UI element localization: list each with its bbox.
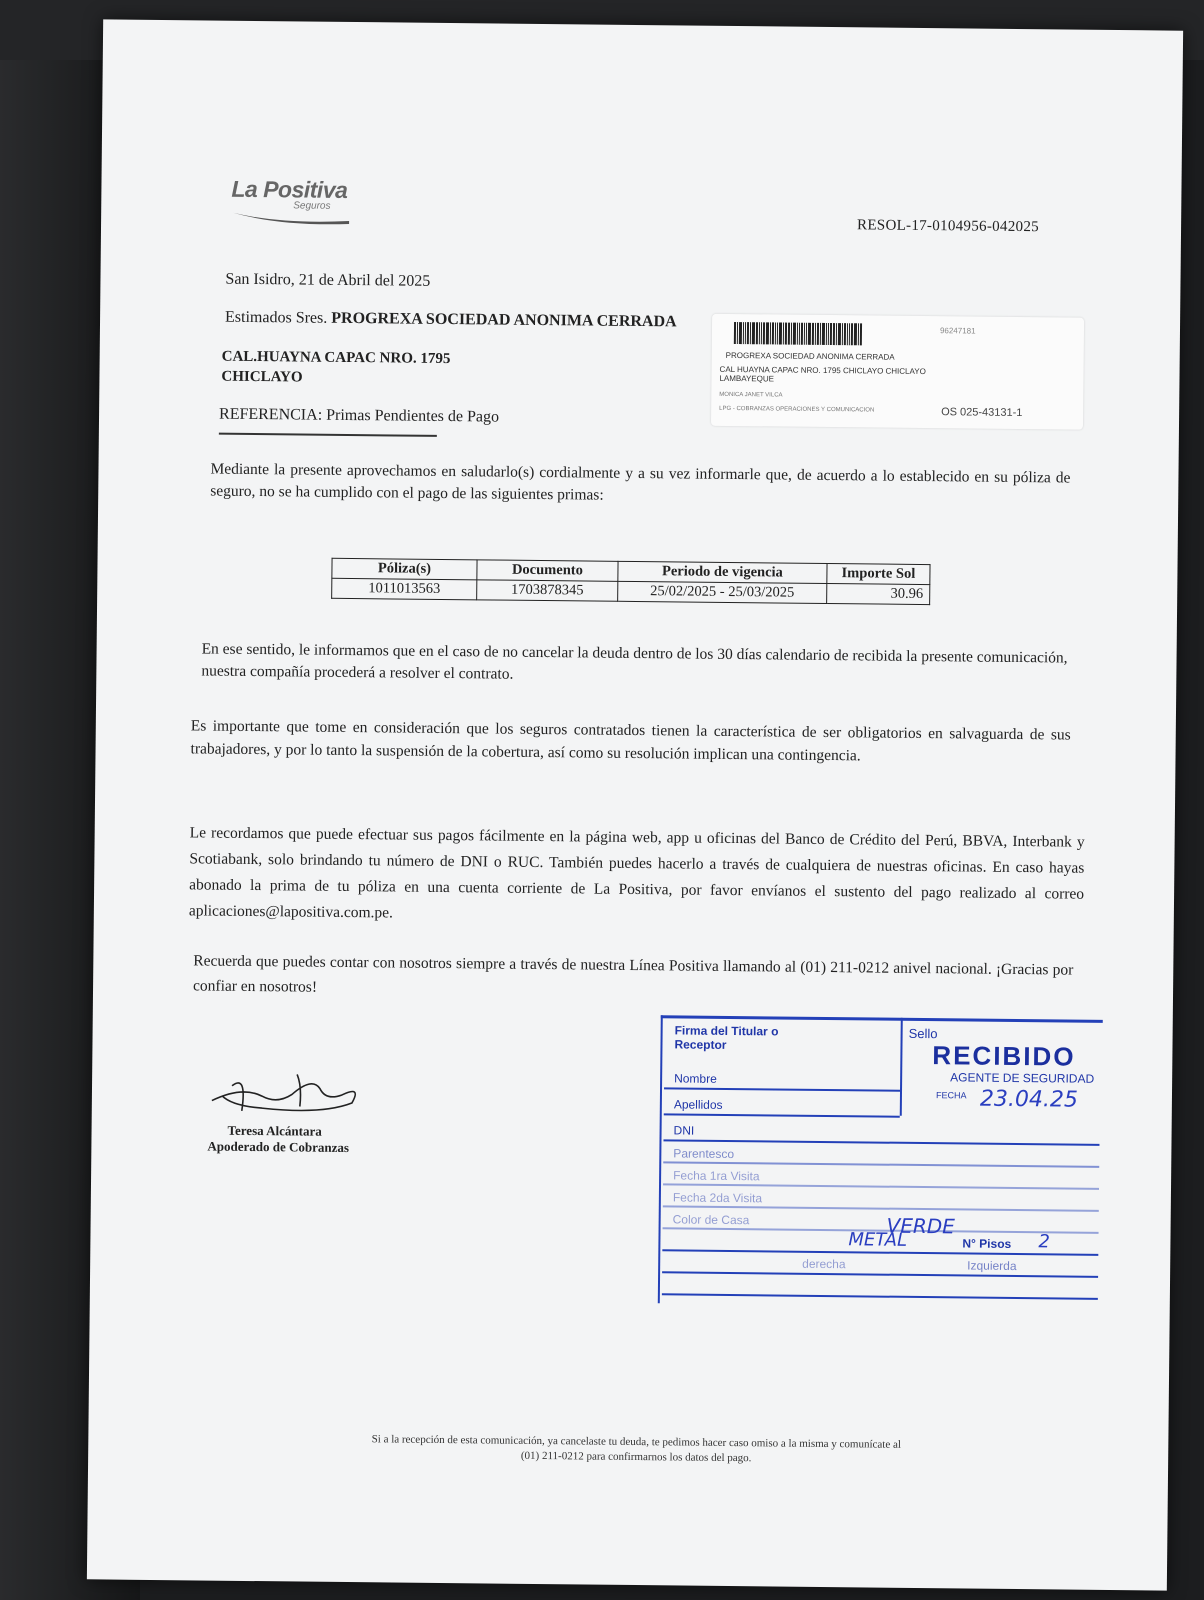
- stamp-row-nombre: [664, 1063, 900, 1091]
- address-line-2: CHICLAYO: [221, 368, 303, 386]
- logo-text: La Positiva: [231, 175, 348, 203]
- letter-page: [87, 19, 1183, 1590]
- reception-stamp: [658, 1015, 1106, 1310]
- handwritten-date: 23.04.25: [979, 1086, 1079, 1113]
- resolution-code: RESOL-17-0104956-042025: [856, 217, 1040, 236]
- reference-line: REFERENCIA: Primas Pendientes de Pago: [218, 405, 500, 426]
- cell-importe: 30.96: [827, 583, 930, 604]
- stamp-row-label: Nombre: [674, 1071, 717, 1086]
- paragraph-payment: Le recordamos que puede efectuar sus pagos fácilmente en la página web, app u oficinas del Banco de Crédito del Perú, BBVA, Interbank y Scotiabank, solo brindando tu número de DNI o RUC. También puedes hacerlo a través de cualquiera de nuestras oficinas. En caso hayas abonado la prima de tu póliza en una cuenta corriente de La Positiva, por favor envíanos el sustento del pago realizado al correo aplicaciones@lapositiva.com.pe.: [188, 824, 1085, 922]
- stamp-row-label: DNI: [673, 1123, 695, 1138]
- salutation: [225, 309, 677, 332]
- stamp-row-label: Apellidos: [673, 1097, 723, 1112]
- cell-documento: 1703878345: [477, 580, 618, 601]
- premiums-table: [331, 558, 930, 605]
- stamp-firma-label: Firma del Titular o Receptor: [674, 1023, 779, 1052]
- stamp-row-blank: [662, 1273, 1098, 1300]
- address-block: [221, 347, 450, 389]
- stamp-pisos-label: N° Pisos: [962, 1236, 1012, 1251]
- stamp-sello-label: Sello: [908, 1025, 938, 1042]
- date-line: San Isidro, 21 de Abril del 2025: [225, 270, 431, 290]
- signer-name: Teresa Alcántara: [227, 1122, 322, 1139]
- footer-note: [286, 1431, 986, 1468]
- company-logo: [231, 176, 352, 230]
- logo-subtext: Seguros: [293, 200, 331, 212]
- barcode-number: 96247181: [939, 326, 976, 336]
- paragraph-intro: Mediante la presente aprovechamos en saludarlo(s) cordialmente y a su vez informarle que, de acuerdo a lo establecido en su póliza de seguro, no se ha cumplido con el pago de las siguientes primas:: [210, 460, 1071, 504]
- stamp-row-label: Color de Casa: [672, 1212, 750, 1228]
- handwritten-material: METAL: [848, 1229, 908, 1251]
- cell-periodo: 25/02/2025 - 25/03/2025: [618, 581, 827, 603]
- footer-line-1: Si a la recepción de esta comunicación, ya cancelaste tu deuda, te pedimos hacer caso omiso a la misma y comunícate al: [371, 1433, 902, 1451]
- address-line-1: CAL.HUAYNA CAPAC NRO. 1795: [221, 348, 451, 368]
- reference-underline: [219, 433, 437, 437]
- label-region: LAMBAYEQUE: [719, 373, 775, 384]
- paragraph-contact: Recuerda que puedes contar con nosotros siempre a través de nuestra Línea Positiva llamando al (01) 211-0212 anivel nacional. ¡Gracias por confiar en nosotros!: [192, 952, 1074, 996]
- footer-line-2: (01) 211-0212 para confirmarnos los datos del pago.: [520, 1449, 752, 1465]
- header-importe: Importe Sol: [827, 563, 930, 584]
- label-dept: LPG - COBRANZAS OPERACIONES Y COMUNICACION: [719, 405, 875, 414]
- handwritten-pisos: 2: [1038, 1231, 1051, 1253]
- paragraph-importance: Es importante que tome en consideración que los seguros contratados tienen la característica de ser obligatorios en salvaguarda de sus trabajadores, y por lo tanto la suspensión de la cobertura, así como su resolución implican una contingencia.: [190, 717, 1071, 765]
- stamp-agente: AGENTE DE SEGURIDAD: [950, 1070, 1095, 1086]
- stamp-izquierda-label: Izquierda: [967, 1258, 1017, 1274]
- label-os: OS 025-43131-1: [941, 406, 1023, 420]
- header-periodo: Periodo de vigencia: [618, 561, 827, 583]
- stamp-fecha: FECHA: [935, 1090, 967, 1101]
- stamp-row-label: Fecha 2da Visita: [672, 1190, 763, 1206]
- header-poliza: Póliza(s): [332, 558, 477, 580]
- logo-swoosh-icon: [231, 210, 351, 225]
- signature-icon: [202, 1065, 373, 1127]
- paragraph-deadline: En ese sentido, le informamos que en el caso de no cancelar la deuda dentro de los 30 días calendario de recibida la presente comunicación, nuestra compañía procederá a resolver el contrato.: [201, 640, 1068, 683]
- label-name: PROGREXA SOCIEDAD ANONIMA CERRADA: [725, 350, 895, 362]
- mailing-label: [711, 314, 1084, 430]
- salutation-prefix: Estimados Sres.: [224, 308, 328, 327]
- label-contact: MONICA JANET VILCA: [719, 391, 783, 399]
- header-documento: Documento: [477, 560, 618, 581]
- stamp-row-label: Fecha 1ra Visita: [673, 1168, 760, 1184]
- stamp-row-label: Parentesco: [673, 1146, 735, 1162]
- label-address: CAL HUAYNA CAPAC NRO. 1795 CHICLAYO CHICLAYO: [719, 364, 926, 377]
- handwritten-color: VERDE: [886, 1213, 955, 1239]
- barcode-icon: [734, 322, 924, 346]
- stamp-derecha-label: derecha: [802, 1256, 846, 1272]
- stamp-row-apellidos: [664, 1089, 900, 1117]
- signer-role: Apoderado de Cobranzas: [207, 1138, 350, 1156]
- company-name: PROGREXA SOCIEDAD ANONIMA CERRADA: [331, 309, 677, 331]
- stamp-recibido: RECIBIDO: [932, 1040, 1076, 1072]
- cell-poliza: 1011013563: [332, 578, 477, 600]
